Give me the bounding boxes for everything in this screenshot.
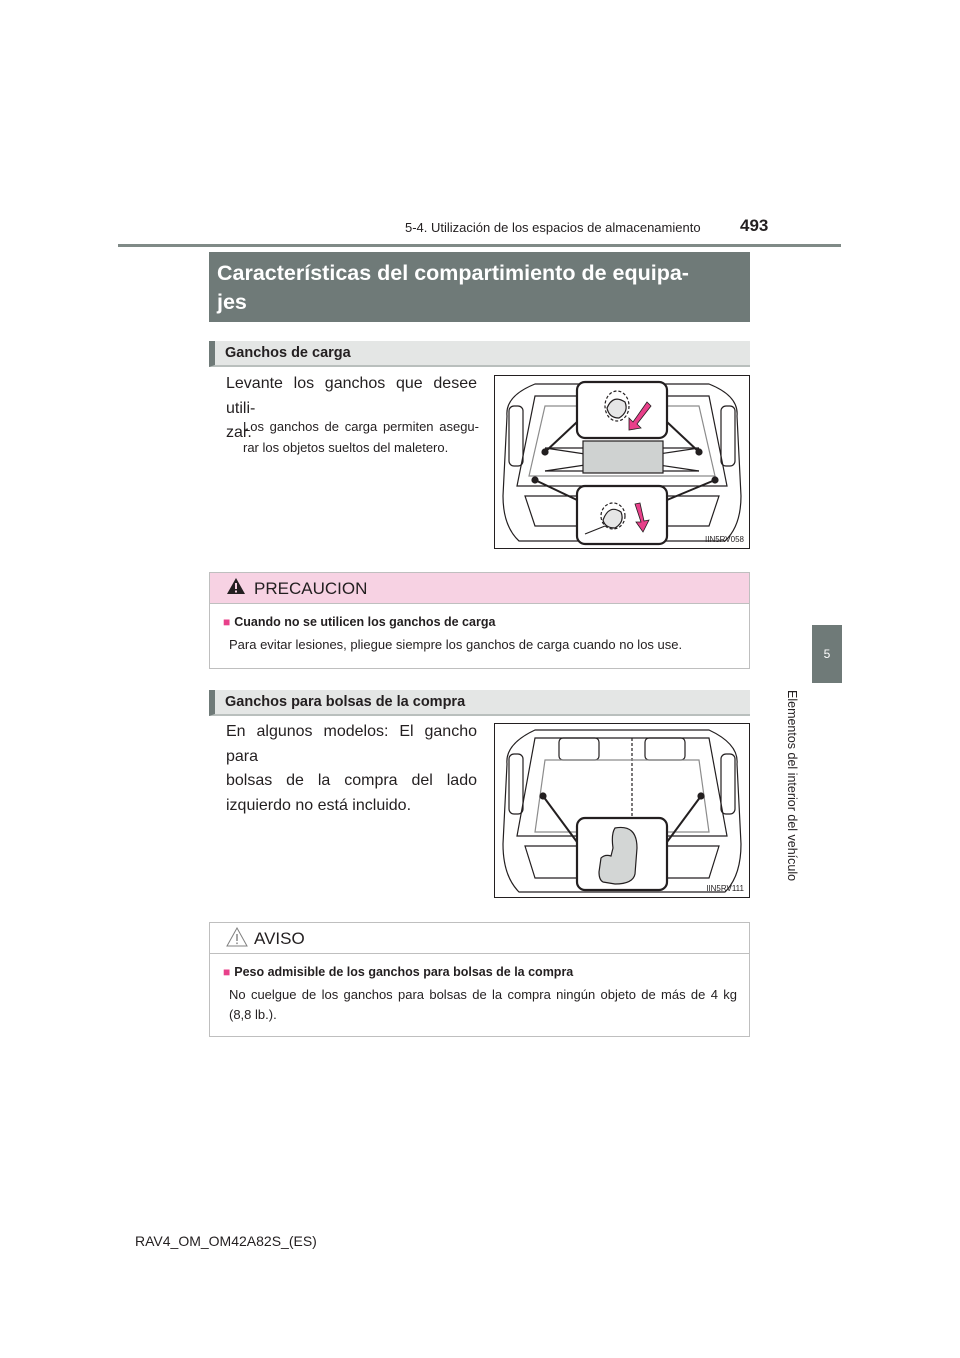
section1-body-line-1: Levante los ganchos que desee utili-: [226, 375, 477, 417]
cargo-hooks-illustration: [494, 375, 750, 549]
caution-item-text: Para evitar lesiones, pliegue siempre los ganchos de carga cuando no los use.: [229, 637, 683, 652]
caution-item-title-text: Cuando no se utilicen los ganchos de carga: [234, 615, 496, 629]
notice-item-title: [223, 965, 573, 979]
figure-code-2: IIN5RV111: [706, 884, 744, 893]
shopping-bag-hooks-diagram: [495, 724, 749, 897]
notice-item-text: [229, 985, 737, 1025]
bullet-square-icon: ■: [223, 965, 231, 979]
caution-item-title: [223, 615, 495, 629]
section1-note: [243, 416, 479, 458]
caution-header: [210, 573, 749, 604]
subsection-heading-ganchos-carga: Ganchos de carga: [209, 341, 750, 367]
page-number: 493: [740, 216, 769, 235]
section1-body-line-2: zar.: [226, 424, 252, 441]
notice-item-text-line-1: No cuelgue de los ganchos para bolsas de la compra ningún objeto de más de 4 kg: [229, 987, 737, 1002]
section2-body-line-1: En algunos modelos: El gancho para: [226, 723, 477, 765]
warning-triangle-icon: [226, 577, 246, 595]
notice-triangle-icon: [226, 927, 248, 947]
page-title-line-1: Características del compartimiento de equipa-: [217, 261, 689, 285]
section1-note-line-1: Los ganchos de carga permiten asegu-: [243, 419, 479, 434]
bullet-square-icon: ■: [223, 615, 231, 629]
figure-code-1: IIN5RV058: [705, 535, 744, 544]
notice-item-title-text: Peso admisible de los ganchos para bolsas de la compra: [234, 965, 574, 979]
chapter-title-vertical: [782, 690, 806, 890]
caution-label: PRECAUCION: [254, 579, 368, 598]
cargo-hooks-diagram: [495, 376, 749, 548]
notice-header: [210, 923, 749, 954]
section2-body: [226, 720, 477, 818]
notice-label: AVISO: [254, 929, 305, 948]
caution-box: [209, 572, 750, 669]
footer-document-code: RAV4_OM_OM42A82S_(ES): [135, 1233, 317, 1249]
page-title-line-2: jes: [217, 290, 247, 314]
chapter-tab-number[interactable]: 5: [812, 625, 842, 683]
notice-item-text-line-2: (8,8 lb.).: [229, 1007, 277, 1022]
section-header: 5-4. Utilización de los espacios de almacenamiento: [405, 220, 701, 235]
section2-body-line-3: izquierdo no está incluido.: [226, 796, 412, 814]
page-title: [209, 252, 750, 322]
header-divider: [118, 244, 841, 247]
section1-note-line-2: rar los objetos sueltos del maletero.: [243, 440, 449, 455]
subsection-heading-ganchos-bolsas: Ganchos para bolsas de la compra: [209, 690, 750, 716]
shopping-bag-hooks-illustration: [494, 723, 750, 898]
chapter-title-text: Elementos del interior del vehículo: [785, 690, 799, 882]
section2-body-line-2: bolsas de la compra del lado: [226, 772, 477, 789]
notice-box: [209, 922, 750, 1037]
